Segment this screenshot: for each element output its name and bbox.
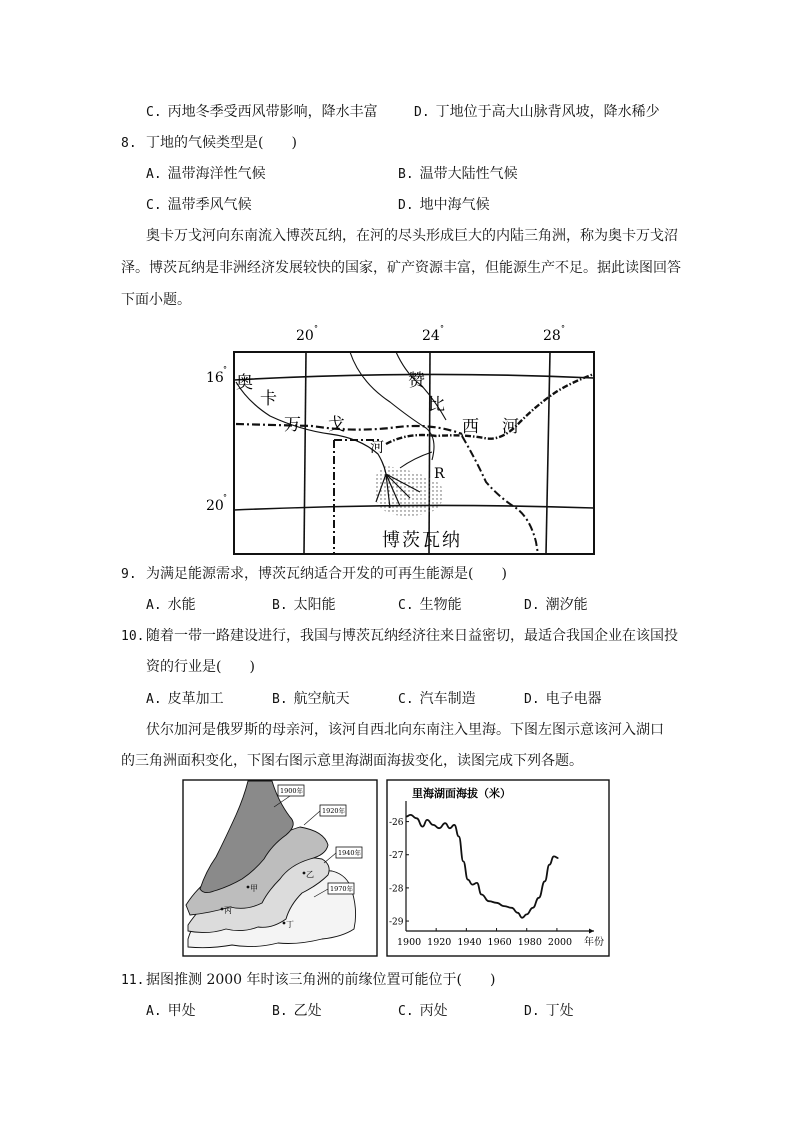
lon-label-28-deg: ° — [561, 324, 565, 333]
option-text: 温带海洋性气候 — [167, 166, 266, 182]
option-text: 丁地位于高大山脉背风坡，降水稀少 — [435, 104, 660, 120]
q11-option-d[interactable] — [524, 1001, 574, 1022]
x-tick-label: 1980 — [517, 937, 542, 948]
lat-label-20-deg: ° — [223, 493, 227, 502]
lat-label-16: 16 — [206, 370, 224, 386]
option-label: C. — [146, 198, 162, 213]
y-tick-label: -27 — [389, 851, 404, 862]
label-ao: 奥 — [236, 373, 253, 393]
option-text: 温带季风气候 — [167, 197, 252, 213]
q10-stem-line-1: 随着一带一路建设进行，我国与博茨瓦纳经济往来日益密切，最适合我国企业在该国投 — [146, 628, 678, 644]
q10-number: 10. — [121, 629, 145, 644]
lon-label-20-deg: ° — [314, 324, 318, 333]
passage2-line-2: 的三角洲面积变化，下图右图示意里海湖面海拔变化，读图完成下列各题。 — [121, 753, 583, 769]
option-label: C. — [398, 692, 414, 707]
option-label: C. — [146, 105, 162, 120]
caspian-level-chart — [386, 779, 610, 957]
option-label: D. — [398, 198, 414, 213]
option-text: 皮革加工 — [167, 691, 224, 707]
option-text: 太阳能 — [293, 597, 336, 613]
option-label: A. — [146, 692, 162, 707]
chart-title: 里海湖面海拔（米） — [412, 787, 511, 800]
option-label: D. — [524, 1004, 540, 1019]
point-jia: 甲 — [250, 884, 258, 893]
option-label: B. — [398, 167, 414, 182]
point-ding-dot — [283, 922, 286, 925]
option-label: D. — [524, 692, 540, 707]
option-label: C. — [398, 598, 414, 613]
label-bi: 比 — [428, 395, 445, 415]
year-1940: 1940年 — [338, 849, 362, 857]
option-text: 水能 — [167, 597, 196, 613]
point-yi-dot — [303, 872, 306, 875]
y-tick-label: -26 — [389, 818, 404, 829]
q9-option-d[interactable] — [524, 595, 588, 616]
lon-label-20: 20 — [296, 328, 314, 344]
q8-option-a[interactable] — [146, 164, 266, 185]
lat-label-20: 20 — [206, 498, 224, 514]
point-bing: 丙 — [224, 906, 232, 915]
option-label: D. — [414, 105, 430, 120]
lon-label-24-deg: ° — [440, 324, 444, 333]
option-text: 温带大陆性气候 — [419, 166, 518, 182]
option-label: A. — [146, 598, 162, 613]
option-text: 电子电器 — [545, 691, 602, 707]
point-bing-dot — [221, 908, 224, 911]
x-tick-label: 2000 — [547, 937, 573, 948]
option-text: 潮汐能 — [545, 597, 588, 613]
q11-option-c[interactable] — [398, 1001, 448, 1022]
option-label: C. — [398, 1004, 414, 1019]
point-jia-dot — [247, 886, 250, 889]
q7-option-d[interactable] — [414, 102, 660, 123]
option-text: 丁处 — [545, 1003, 574, 1019]
option-label: D. — [524, 598, 540, 613]
option-label: A. — [146, 1004, 162, 1019]
passage1-line-2: 泽。博茨瓦纳是非洲经济发展较快的国家，矿产资源丰富，但能源生产不足。据此读图回答 — [121, 260, 681, 276]
x-axis-label: 年份 — [584, 937, 604, 948]
label-ge: 戈 — [328, 415, 345, 435]
year-1900: 1900年 — [280, 787, 304, 795]
option-text: 汽车制造 — [419, 691, 476, 707]
passage1-line-3: 下面小题。 — [121, 292, 191, 308]
point-yi: 乙 — [306, 870, 314, 879]
option-label: B. — [272, 1004, 288, 1019]
okavango-map — [200, 322, 602, 558]
q9-option-b[interactable] — [272, 595, 336, 616]
option-label: B. — [272, 598, 288, 613]
q11-option-a[interactable] — [146, 1001, 196, 1022]
year-1970: 1970年 — [330, 885, 354, 893]
q7-option-c[interactable] — [146, 102, 378, 123]
label-wan: 万 — [284, 415, 301, 435]
label-ka: 卡 — [260, 389, 277, 409]
x-tick-label: 1940 — [457, 937, 482, 948]
lon-label-28: 28 — [543, 328, 561, 344]
label-botswana: 博茨瓦纳 — [382, 530, 462, 551]
volga-delta-map — [182, 779, 378, 957]
q9-option-c[interactable] — [398, 595, 462, 616]
q8-stem: 丁地的气候类型是( ) — [146, 135, 297, 151]
q10-option-a[interactable] — [146, 689, 224, 710]
label-he2: 河 — [502, 417, 519, 437]
y-tick-label: -28 — [389, 884, 404, 895]
q8-option-d[interactable] — [398, 195, 490, 216]
x-tick-label: 1960 — [487, 937, 512, 948]
option-text: 航空航天 — [293, 691, 350, 707]
q9-stem: 为满足能源需求，博茨瓦纳适合开发的可再生能源是( ) — [146, 566, 507, 582]
q9-number: 9. — [121, 567, 137, 582]
option-text: 生物能 — [419, 597, 462, 613]
chart-frame — [387, 780, 609, 956]
year-1920: 1920年 — [322, 807, 346, 815]
option-text: 地中海气候 — [419, 197, 490, 213]
x-tick-label: 1920 — [427, 937, 452, 948]
option-text: 甲处 — [167, 1003, 196, 1019]
passage1-line-1: 奥卡万戈河向东南流入博茨瓦纳，在河的尽头形成巨大的内陆三角洲，称为奥卡万戈沼 — [146, 228, 678, 244]
x-tick-label: 1900 — [397, 937, 422, 948]
q8-option-b[interactable] — [398, 164, 518, 185]
point-ding: 丁 — [286, 920, 294, 929]
q11-stem: 据图推测 2000 年时该三角洲的前缘位置可能位于( ) — [146, 972, 496, 988]
q10-option-d[interactable] — [524, 689, 602, 710]
option-text: 乙处 — [293, 1003, 322, 1019]
q8-number: 8. — [121, 136, 137, 151]
label-xi: 西 — [462, 417, 479, 437]
q8-option-c[interactable] — [146, 195, 252, 216]
lat-label-16-deg: ° — [223, 365, 227, 374]
q11-option-b[interactable] — [272, 1001, 322, 1022]
label-zan: 赞 — [408, 371, 425, 391]
y-tick-label: -29 — [389, 917, 404, 928]
q10-option-b[interactable] — [272, 689, 350, 710]
q10-stem-line-2: 资的行业是( ) — [146, 659, 255, 675]
option-text: 丙处 — [419, 1003, 448, 1019]
option-label: B. — [272, 692, 288, 707]
q11-number: 11. — [121, 973, 145, 988]
option-text: 丙地冬季受西风带影响，降水丰富 — [167, 104, 378, 120]
q10-option-c[interactable] — [398, 689, 476, 710]
option-label: A. — [146, 167, 162, 182]
label-he: 河 — [370, 440, 384, 456]
lon-label-24: 24 — [422, 328, 440, 344]
passage2-line-1: 伏尔加河是俄罗斯的母亲河，该河自西北向东南注入里海。下图左图示意该河入湖口 — [146, 722, 664, 738]
label-r: R — [434, 466, 445, 482]
q9-option-a[interactable] — [146, 595, 196, 616]
